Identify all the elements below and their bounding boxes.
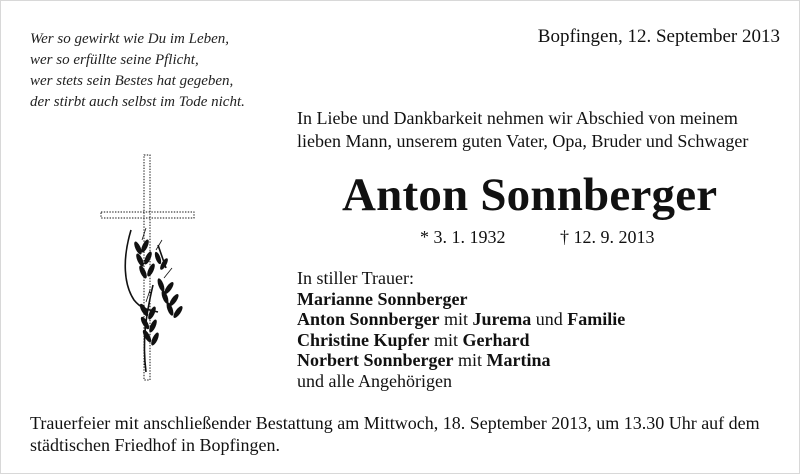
mourner-row (297, 350, 777, 371)
mourner-name: Marianne Sonnberger (297, 288, 468, 309)
connector-text: mit (439, 309, 473, 329)
mourner-name: Christine Kupfer (297, 329, 430, 350)
cross-with-wheat-icon (98, 150, 198, 385)
poem-line: Wer so gewirkt wie Du im Leben, (30, 31, 230, 47)
mourners-heading: In stiller Trauer: (297, 268, 414, 288)
mourner-family: Familie (567, 309, 626, 329)
mourner-name: Anton Sonnberger (297, 309, 440, 329)
poem-line: wer so erfüllte seine Pflicht, (30, 52, 199, 68)
mourner-row (297, 330, 777, 351)
deceased-name: Anton Sonnberger (342, 169, 718, 221)
mourner-partner: Martina (486, 350, 551, 370)
poem-line: wer stets sein Bestes hat gegeben, (30, 73, 234, 89)
death-date: † 12. 9. 2013 (560, 227, 655, 247)
birth-date: * 3. 1. 1932 (420, 227, 506, 247)
mourner-row (297, 309, 777, 330)
memorial-poem (30, 29, 290, 113)
mourner-partner: Gerhard (462, 329, 530, 350)
place-date: Bopfingen, 12. September 2013 (537, 26, 780, 47)
connector-text: mit (453, 350, 487, 370)
mourner-name: Norbert Sonnberger (297, 350, 454, 370)
funeral-info: Trauerfeier mit anschließender Bestattung am Mittwoch, 18. September 2013, um 13.30 Uhr auf dem städtischen Friedhof in Bopfingen. (30, 413, 760, 455)
poem-line: der stirbt auch selbst im Tode nicht. (30, 94, 245, 110)
intro-line: In Liebe und Dankbarkeit nehmen wir Abschied von meinem (297, 108, 738, 128)
farewell-intro (297, 107, 787, 153)
connector-text: und (531, 309, 568, 329)
mourners-closing: und alle Angehörigen (297, 370, 452, 391)
mourners-list (297, 268, 777, 391)
intro-line: lieben Mann, unserem guten Vater, Opa, Bruder und Schwager (297, 131, 749, 151)
mourner-row (297, 289, 777, 310)
mourner-partner: Jurema (472, 309, 532, 329)
connector-text: mit (429, 329, 463, 350)
